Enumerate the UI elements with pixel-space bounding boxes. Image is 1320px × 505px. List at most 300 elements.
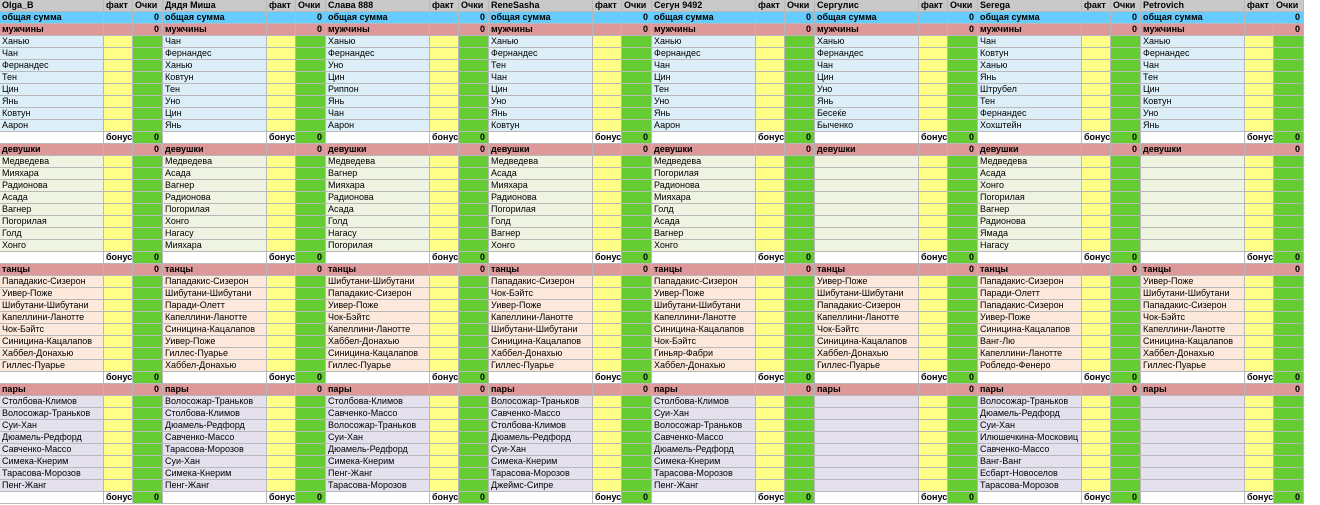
points-cell[interactable] bbox=[785, 468, 815, 479]
bonus-label-cell[interactable]: бонус bbox=[595, 492, 622, 502]
bonus-label-cell[interactable]: бонус bbox=[1084, 492, 1111, 502]
athlete-cell[interactable]: Суи-Хан bbox=[326, 432, 430, 443]
section-points-cell[interactable]: 0 bbox=[1111, 24, 1141, 35]
fact-input-cell[interactable] bbox=[919, 84, 948, 95]
athlete-cell[interactable]: Капеллини-Ланотте bbox=[0, 312, 104, 323]
section-title-cell[interactable]: пары bbox=[0, 384, 104, 395]
athlete-cell[interactable]: Цин bbox=[163, 108, 267, 119]
athlete-cell[interactable]: Хонго bbox=[978, 180, 1082, 191]
fact-input-cell[interactable] bbox=[756, 480, 785, 491]
points-cell[interactable] bbox=[1274, 312, 1304, 323]
points-cell[interactable] bbox=[622, 228, 652, 239]
points-cell[interactable] bbox=[948, 216, 978, 227]
bonus-spacer-cell[interactable] bbox=[815, 252, 919, 263]
fact-input-cell[interactable] bbox=[593, 192, 622, 203]
points-cell[interactable] bbox=[1274, 240, 1304, 251]
fact-input-cell[interactable] bbox=[430, 48, 459, 59]
athlete-cell[interactable]: Шибутани-Шибутани bbox=[815, 288, 919, 299]
points-cell[interactable] bbox=[948, 480, 978, 491]
fact-input-cell[interactable] bbox=[430, 240, 459, 251]
athlete-cell[interactable]: Янь bbox=[163, 120, 267, 131]
athlete-cell[interactable]: Тарасова-Морозов bbox=[326, 480, 430, 491]
athlete-cell[interactable]: Синицина-Кацалапов bbox=[815, 336, 919, 347]
fact-input-cell[interactable] bbox=[104, 36, 133, 47]
total-fact-cell[interactable] bbox=[430, 12, 459, 23]
athlete-cell[interactable]: Цин bbox=[326, 72, 430, 83]
athlete-cell[interactable]: Тен bbox=[489, 60, 593, 71]
points-header-cell[interactable]: Очки bbox=[785, 0, 815, 11]
fact-input-cell[interactable] bbox=[267, 444, 296, 455]
total-fact-cell[interactable] bbox=[756, 12, 785, 23]
athlete-cell[interactable]: Радионова bbox=[489, 192, 593, 203]
fact-input-cell[interactable] bbox=[267, 408, 296, 419]
fact-input-cell[interactable] bbox=[430, 96, 459, 107]
athlete-cell[interactable]: Капеллини-Ланотте bbox=[978, 348, 1082, 359]
section-title-cell[interactable]: мужчины bbox=[978, 24, 1082, 35]
athlete-cell[interactable]: Погорилая bbox=[978, 192, 1082, 203]
points-cell[interactable] bbox=[785, 96, 815, 107]
athlete-cell[interactable]: Савченко-Массо bbox=[0, 444, 104, 455]
fact-input-cell[interactable] bbox=[593, 60, 622, 71]
fact-input-cell[interactable] bbox=[756, 348, 785, 359]
points-cell[interactable] bbox=[785, 336, 815, 347]
points-cell[interactable] bbox=[459, 468, 489, 479]
fact-input-cell[interactable] bbox=[267, 396, 296, 407]
fact-input-cell[interactable] bbox=[593, 444, 622, 455]
points-cell[interactable] bbox=[785, 456, 815, 467]
fact-header-cell[interactable]: факт bbox=[756, 0, 785, 11]
bonus-spacer-cell[interactable] bbox=[163, 372, 267, 383]
fact-input-cell[interactable] bbox=[593, 432, 622, 443]
athlete-cell[interactable] bbox=[815, 204, 919, 215]
fact-input-cell[interactable] bbox=[267, 300, 296, 311]
section-title-cell[interactable]: мужчины bbox=[326, 24, 430, 35]
section-fact-cell[interactable] bbox=[756, 24, 785, 35]
points-cell[interactable] bbox=[622, 36, 652, 47]
athlete-cell[interactable]: Голд bbox=[652, 204, 756, 215]
points-cell[interactable] bbox=[785, 240, 815, 251]
total-points-cell[interactable]: 0 bbox=[622, 12, 652, 23]
athlete-cell[interactable]: Вагнер bbox=[489, 228, 593, 239]
athlete-cell[interactable]: Илюшечкина-Московиц bbox=[978, 432, 1082, 443]
total-label-cell[interactable]: общая сумма bbox=[652, 12, 756, 23]
bonus-points-cell[interactable]: 0 bbox=[622, 492, 652, 503]
fact-input-cell[interactable] bbox=[593, 156, 622, 167]
fact-input-cell[interactable] bbox=[1245, 396, 1274, 407]
points-cell[interactable] bbox=[948, 180, 978, 191]
fact-input-cell[interactable] bbox=[104, 276, 133, 287]
athlete-cell[interactable] bbox=[1141, 396, 1245, 407]
fact-input-cell[interactable] bbox=[919, 456, 948, 467]
bonus-points-cell[interactable]: 0 bbox=[785, 252, 815, 263]
athlete-cell[interactable]: Уивер-Поже bbox=[652, 288, 756, 299]
athlete-cell[interactable]: Хаббел-Донахью bbox=[326, 336, 430, 347]
points-cell[interactable] bbox=[1111, 324, 1141, 335]
fact-input-cell[interactable] bbox=[104, 288, 133, 299]
points-cell[interactable] bbox=[1111, 192, 1141, 203]
points-cell[interactable] bbox=[459, 96, 489, 107]
bonus-points-cell[interactable]: 0 bbox=[1274, 132, 1304, 143]
fact-input-cell[interactable] bbox=[1245, 468, 1274, 479]
athlete-cell[interactable]: Тарасова-Морозов bbox=[163, 444, 267, 455]
points-cell[interactable] bbox=[1111, 48, 1141, 59]
bonus-spacer-cell[interactable] bbox=[0, 252, 104, 263]
fact-input-cell[interactable] bbox=[104, 360, 133, 371]
fact-input-cell[interactable] bbox=[104, 192, 133, 203]
points-cell[interactable] bbox=[622, 456, 652, 467]
points-cell[interactable] bbox=[1111, 312, 1141, 323]
fact-input-cell[interactable] bbox=[1082, 420, 1111, 431]
athlete-cell[interactable]: Пападакис-Сизерон bbox=[652, 276, 756, 287]
section-points-cell[interactable]: 0 bbox=[1274, 264, 1304, 275]
fact-input-cell[interactable] bbox=[104, 312, 133, 323]
fact-input-cell[interactable] bbox=[267, 456, 296, 467]
total-points-cell[interactable]: 0 bbox=[133, 12, 163, 23]
points-cell[interactable] bbox=[785, 312, 815, 323]
points-cell[interactable] bbox=[296, 48, 326, 59]
section-points-cell[interactable]: 0 bbox=[948, 384, 978, 395]
fact-input-cell[interactable] bbox=[1082, 216, 1111, 227]
points-cell[interactable] bbox=[622, 444, 652, 455]
section-fact-cell[interactable] bbox=[756, 144, 785, 155]
fact-input-cell[interactable] bbox=[919, 156, 948, 167]
fact-input-cell[interactable] bbox=[430, 120, 459, 131]
section-points-cell[interactable]: 0 bbox=[133, 264, 163, 275]
bonus-label-cell[interactable]: бонус bbox=[106, 132, 133, 142]
fact-input-cell[interactable] bbox=[1245, 60, 1274, 71]
athlete-cell[interactable]: Медведева bbox=[326, 156, 430, 167]
athlete-cell[interactable]: Столбова-Климов bbox=[163, 408, 267, 419]
fact-input-cell[interactable] bbox=[593, 420, 622, 431]
bonus-spacer-cell[interactable] bbox=[489, 492, 593, 503]
fact-input-cell[interactable] bbox=[430, 84, 459, 95]
points-cell[interactable] bbox=[948, 324, 978, 335]
fact-input-cell[interactable] bbox=[267, 108, 296, 119]
fact-input-cell[interactable] bbox=[1082, 432, 1111, 443]
points-cell[interactable] bbox=[459, 420, 489, 431]
points-cell[interactable] bbox=[296, 120, 326, 131]
points-cell[interactable] bbox=[785, 36, 815, 47]
points-cell[interactable] bbox=[622, 204, 652, 215]
bonus-points-cell[interactable]: 0 bbox=[785, 132, 815, 143]
points-cell[interactable] bbox=[948, 336, 978, 347]
points-cell[interactable] bbox=[1274, 348, 1304, 359]
athlete-cell[interactable]: Дюамель-Редфорд bbox=[326, 444, 430, 455]
points-cell[interactable] bbox=[133, 408, 163, 419]
bonus-points-cell[interactable]: 0 bbox=[948, 372, 978, 383]
athlete-cell[interactable]: Савченко-Массо bbox=[978, 444, 1082, 455]
athlete-cell[interactable]: Нагасу bbox=[326, 228, 430, 239]
points-cell[interactable] bbox=[133, 228, 163, 239]
points-cell[interactable] bbox=[948, 240, 978, 251]
fact-input-cell[interactable] bbox=[104, 120, 133, 131]
bonus-spacer-cell[interactable] bbox=[326, 252, 430, 263]
athlete-cell[interactable]: Радионова bbox=[163, 192, 267, 203]
points-cell[interactable] bbox=[785, 204, 815, 215]
section-title-cell[interactable]: мужчины bbox=[1141, 24, 1245, 35]
points-cell[interactable] bbox=[785, 324, 815, 335]
bonus-label-cell[interactable]: бонус bbox=[921, 372, 948, 382]
fact-input-cell[interactable] bbox=[430, 348, 459, 359]
fact-input-cell[interactable] bbox=[430, 432, 459, 443]
bonus-label-cell[interactable]: бонус bbox=[432, 132, 459, 142]
points-cell[interactable] bbox=[785, 192, 815, 203]
fact-header-cell[interactable]: факт bbox=[104, 0, 133, 11]
points-cell[interactable] bbox=[133, 360, 163, 371]
fact-input-cell[interactable] bbox=[919, 120, 948, 131]
bonus-label-cell[interactable]: бонус bbox=[758, 252, 785, 262]
athlete-cell[interactable]: Капеллини-Ланотте bbox=[489, 312, 593, 323]
points-cell[interactable] bbox=[133, 276, 163, 287]
points-cell[interactable] bbox=[133, 216, 163, 227]
points-cell[interactable] bbox=[459, 120, 489, 131]
athlete-cell[interactable]: Пападакис-Сизерон bbox=[326, 288, 430, 299]
points-cell[interactable] bbox=[459, 444, 489, 455]
points-cell[interactable] bbox=[296, 480, 326, 491]
fact-input-cell[interactable] bbox=[1082, 300, 1111, 311]
section-title-cell[interactable]: девушки bbox=[163, 144, 267, 155]
fact-input-cell[interactable] bbox=[267, 420, 296, 431]
points-cell[interactable] bbox=[948, 300, 978, 311]
section-title-cell[interactable]: мужчины bbox=[0, 24, 104, 35]
athlete-cell[interactable]: Капеллини-Ланотте bbox=[326, 324, 430, 335]
fact-input-cell[interactable] bbox=[593, 180, 622, 191]
athlete-cell[interactable]: Фернандес bbox=[0, 60, 104, 71]
athlete-cell[interactable]: Чан bbox=[489, 72, 593, 83]
fact-input-cell[interactable] bbox=[1082, 276, 1111, 287]
fact-input-cell[interactable] bbox=[267, 360, 296, 371]
bonus-label-cell[interactable]: бонус bbox=[595, 252, 622, 262]
fact-input-cell[interactable] bbox=[593, 276, 622, 287]
bonus-spacer-cell[interactable] bbox=[489, 252, 593, 263]
section-points-cell[interactable]: 0 bbox=[785, 384, 815, 395]
section-fact-cell[interactable] bbox=[1245, 144, 1274, 155]
fact-input-cell[interactable] bbox=[267, 216, 296, 227]
fact-input-cell[interactable] bbox=[919, 96, 948, 107]
section-fact-cell[interactable] bbox=[1082, 144, 1111, 155]
fact-input-cell[interactable] bbox=[919, 408, 948, 419]
athlete-cell[interactable]: Шибутани-Шибутани bbox=[1141, 288, 1245, 299]
points-cell[interactable] bbox=[1111, 228, 1141, 239]
fact-input-cell[interactable] bbox=[593, 96, 622, 107]
athlete-cell[interactable]: Тен bbox=[652, 84, 756, 95]
total-label-cell[interactable]: общая сумма bbox=[326, 12, 430, 23]
section-title-cell[interactable]: пары bbox=[652, 384, 756, 395]
athlete-cell[interactable]: Ханью bbox=[163, 60, 267, 71]
fact-input-cell[interactable] bbox=[756, 48, 785, 59]
athlete-cell[interactable]: Чан bbox=[978, 36, 1082, 47]
athlete-cell[interactable]: Гиллес-Пуарье bbox=[326, 360, 430, 371]
fact-input-cell[interactable] bbox=[267, 192, 296, 203]
points-cell[interactable] bbox=[622, 396, 652, 407]
points-cell[interactable] bbox=[133, 36, 163, 47]
points-cell[interactable] bbox=[1274, 360, 1304, 371]
points-cell[interactable] bbox=[1274, 288, 1304, 299]
fact-input-cell[interactable] bbox=[1082, 180, 1111, 191]
points-cell[interactable] bbox=[1274, 324, 1304, 335]
section-title-cell[interactable]: мужчины bbox=[652, 24, 756, 35]
section-title-cell[interactable]: пары bbox=[489, 384, 593, 395]
fact-header-cell[interactable]: факт bbox=[593, 0, 622, 11]
athlete-cell[interactable]: Фернандес bbox=[978, 108, 1082, 119]
athlete-cell[interactable] bbox=[815, 240, 919, 251]
total-points-cell[interactable]: 0 bbox=[1274, 12, 1304, 23]
player-name-cell[interactable]: Сергулис bbox=[815, 0, 919, 11]
athlete-cell[interactable]: Чан bbox=[815, 60, 919, 71]
fact-input-cell[interactable] bbox=[430, 456, 459, 467]
fact-input-cell[interactable] bbox=[919, 228, 948, 239]
athlete-cell[interactable]: Пападакис-Сизерон bbox=[489, 276, 593, 287]
total-fact-cell[interactable] bbox=[1245, 12, 1274, 23]
athlete-cell[interactable]: Погорилая bbox=[652, 168, 756, 179]
section-title-cell[interactable]: танцы bbox=[815, 264, 919, 275]
athlete-cell[interactable]: Янь bbox=[326, 96, 430, 107]
athlete-cell[interactable]: Хаббел-Донахью bbox=[0, 348, 104, 359]
athlete-cell[interactable]: Аарон bbox=[652, 120, 756, 131]
athlete-cell[interactable]: Суи-Хан bbox=[163, 456, 267, 467]
points-cell[interactable] bbox=[622, 48, 652, 59]
section-title-cell[interactable]: мужчины bbox=[489, 24, 593, 35]
section-title-cell[interactable]: танцы bbox=[978, 264, 1082, 275]
fact-input-cell[interactable] bbox=[756, 456, 785, 467]
section-points-cell[interactable]: 0 bbox=[785, 264, 815, 275]
fact-input-cell[interactable] bbox=[756, 156, 785, 167]
player-name-cell[interactable]: Olga_B bbox=[0, 0, 104, 11]
points-cell[interactable] bbox=[459, 348, 489, 359]
athlete-cell[interactable]: Хонго bbox=[652, 240, 756, 251]
athlete-cell[interactable]: Асада bbox=[163, 168, 267, 179]
fact-input-cell[interactable] bbox=[1245, 336, 1274, 347]
fact-input-cell[interactable] bbox=[593, 408, 622, 419]
points-cell[interactable] bbox=[1274, 192, 1304, 203]
athlete-cell[interactable] bbox=[1141, 204, 1245, 215]
fact-input-cell[interactable] bbox=[1245, 192, 1274, 203]
points-cell[interactable] bbox=[948, 432, 978, 443]
fact-input-cell[interactable] bbox=[1245, 228, 1274, 239]
athlete-cell[interactable]: Янь bbox=[1141, 120, 1245, 131]
athlete-cell[interactable]: Пападакис-Сизерон bbox=[978, 276, 1082, 287]
fact-input-cell[interactable] bbox=[104, 48, 133, 59]
fact-input-cell[interactable] bbox=[1082, 408, 1111, 419]
points-cell[interactable] bbox=[1274, 468, 1304, 479]
fact-input-cell[interactable] bbox=[104, 324, 133, 335]
bonus-points-cell[interactable]: 0 bbox=[459, 492, 489, 503]
athlete-cell[interactable] bbox=[1141, 420, 1245, 431]
athlete-cell[interactable]: Столбова-Климов bbox=[0, 396, 104, 407]
points-cell[interactable] bbox=[948, 228, 978, 239]
points-cell[interactable] bbox=[1274, 420, 1304, 431]
athlete-cell[interactable]: Радионова bbox=[652, 180, 756, 191]
fact-input-cell[interactable] bbox=[756, 396, 785, 407]
fact-input-cell[interactable] bbox=[267, 276, 296, 287]
points-cell[interactable] bbox=[622, 156, 652, 167]
fact-input-cell[interactable] bbox=[1245, 216, 1274, 227]
fact-input-cell[interactable] bbox=[104, 60, 133, 71]
bonus-points-cell[interactable]: 0 bbox=[1111, 492, 1141, 503]
athlete-cell[interactable]: Вагнер bbox=[978, 204, 1082, 215]
fact-input-cell[interactable] bbox=[1082, 396, 1111, 407]
athlete-cell[interactable]: Пенг-Жанг bbox=[652, 480, 756, 491]
total-label-cell[interactable]: общая сумма bbox=[1141, 12, 1245, 23]
athlete-cell[interactable]: Синицина-Кацалапов bbox=[163, 324, 267, 335]
points-cell[interactable] bbox=[296, 168, 326, 179]
section-points-cell[interactable]: 0 bbox=[296, 24, 326, 35]
points-cell[interactable] bbox=[785, 300, 815, 311]
points-cell[interactable] bbox=[622, 120, 652, 131]
bonus-spacer-cell[interactable] bbox=[0, 492, 104, 503]
points-cell[interactable] bbox=[296, 444, 326, 455]
points-cell[interactable] bbox=[459, 216, 489, 227]
points-cell[interactable] bbox=[785, 108, 815, 119]
section-fact-cell[interactable] bbox=[919, 144, 948, 155]
points-cell[interactable] bbox=[1274, 336, 1304, 347]
fact-input-cell[interactable] bbox=[430, 420, 459, 431]
bonus-label-cell[interactable]: бонус bbox=[432, 492, 459, 502]
section-fact-cell[interactable] bbox=[919, 24, 948, 35]
points-cell[interactable] bbox=[1111, 468, 1141, 479]
athlete-cell[interactable]: Паради-Олетт bbox=[163, 300, 267, 311]
fact-input-cell[interactable] bbox=[919, 336, 948, 347]
fact-input-cell[interactable] bbox=[104, 432, 133, 443]
points-cell[interactable] bbox=[296, 312, 326, 323]
fact-input-cell[interactable] bbox=[267, 72, 296, 83]
bonus-label-cell[interactable]: бонус bbox=[269, 372, 296, 382]
bonus-label-cell[interactable]: бонус bbox=[758, 132, 785, 142]
bonus-spacer-cell[interactable] bbox=[652, 252, 756, 263]
athlete-cell[interactable]: Симека-Кнерим bbox=[0, 456, 104, 467]
bonus-points-cell[interactable]: 0 bbox=[622, 132, 652, 143]
athlete-cell[interactable]: Синицина-Кацалапов bbox=[1141, 336, 1245, 347]
fact-input-cell[interactable] bbox=[1082, 168, 1111, 179]
section-points-cell[interactable]: 0 bbox=[622, 24, 652, 35]
athlete-cell[interactable]: Фернандес bbox=[652, 48, 756, 59]
fact-input-cell[interactable] bbox=[104, 468, 133, 479]
athlete-cell[interactable]: Чок-Бэйтс bbox=[0, 324, 104, 335]
points-cell[interactable] bbox=[1111, 300, 1141, 311]
fact-input-cell[interactable] bbox=[1245, 360, 1274, 371]
points-cell[interactable] bbox=[296, 324, 326, 335]
points-cell[interactable] bbox=[1274, 36, 1304, 47]
bonus-points-cell[interactable]: 0 bbox=[133, 372, 163, 383]
points-cell[interactable] bbox=[1111, 60, 1141, 71]
fact-input-cell[interactable] bbox=[267, 432, 296, 443]
points-cell[interactable] bbox=[133, 396, 163, 407]
athlete-cell[interactable]: Голд bbox=[489, 216, 593, 227]
athlete-cell[interactable]: Голд bbox=[326, 216, 430, 227]
athlete-cell[interactable]: Мияхара bbox=[489, 180, 593, 191]
fact-input-cell[interactable] bbox=[1082, 96, 1111, 107]
athlete-cell[interactable]: Ковтун bbox=[163, 72, 267, 83]
fact-input-cell[interactable] bbox=[1245, 276, 1274, 287]
section-title-cell[interactable]: девушки bbox=[815, 144, 919, 155]
points-cell[interactable] bbox=[622, 432, 652, 443]
fact-input-cell[interactable] bbox=[267, 240, 296, 251]
fact-input-cell[interactable] bbox=[104, 180, 133, 191]
athlete-cell[interactable]: Уно bbox=[326, 60, 430, 71]
athlete-cell[interactable]: Шибутани-Шибутани bbox=[163, 288, 267, 299]
points-cell[interactable] bbox=[622, 408, 652, 419]
points-cell[interactable] bbox=[296, 108, 326, 119]
bonus-spacer-cell[interactable] bbox=[978, 132, 1082, 143]
section-fact-cell[interactable] bbox=[919, 264, 948, 275]
fact-input-cell[interactable] bbox=[919, 36, 948, 47]
section-title-cell[interactable]: пары bbox=[815, 384, 919, 395]
section-fact-cell[interactable] bbox=[104, 24, 133, 35]
points-cell[interactable] bbox=[1111, 288, 1141, 299]
fact-input-cell[interactable] bbox=[1245, 324, 1274, 335]
section-fact-cell[interactable] bbox=[1082, 264, 1111, 275]
athlete-cell[interactable]: Уно bbox=[815, 84, 919, 95]
